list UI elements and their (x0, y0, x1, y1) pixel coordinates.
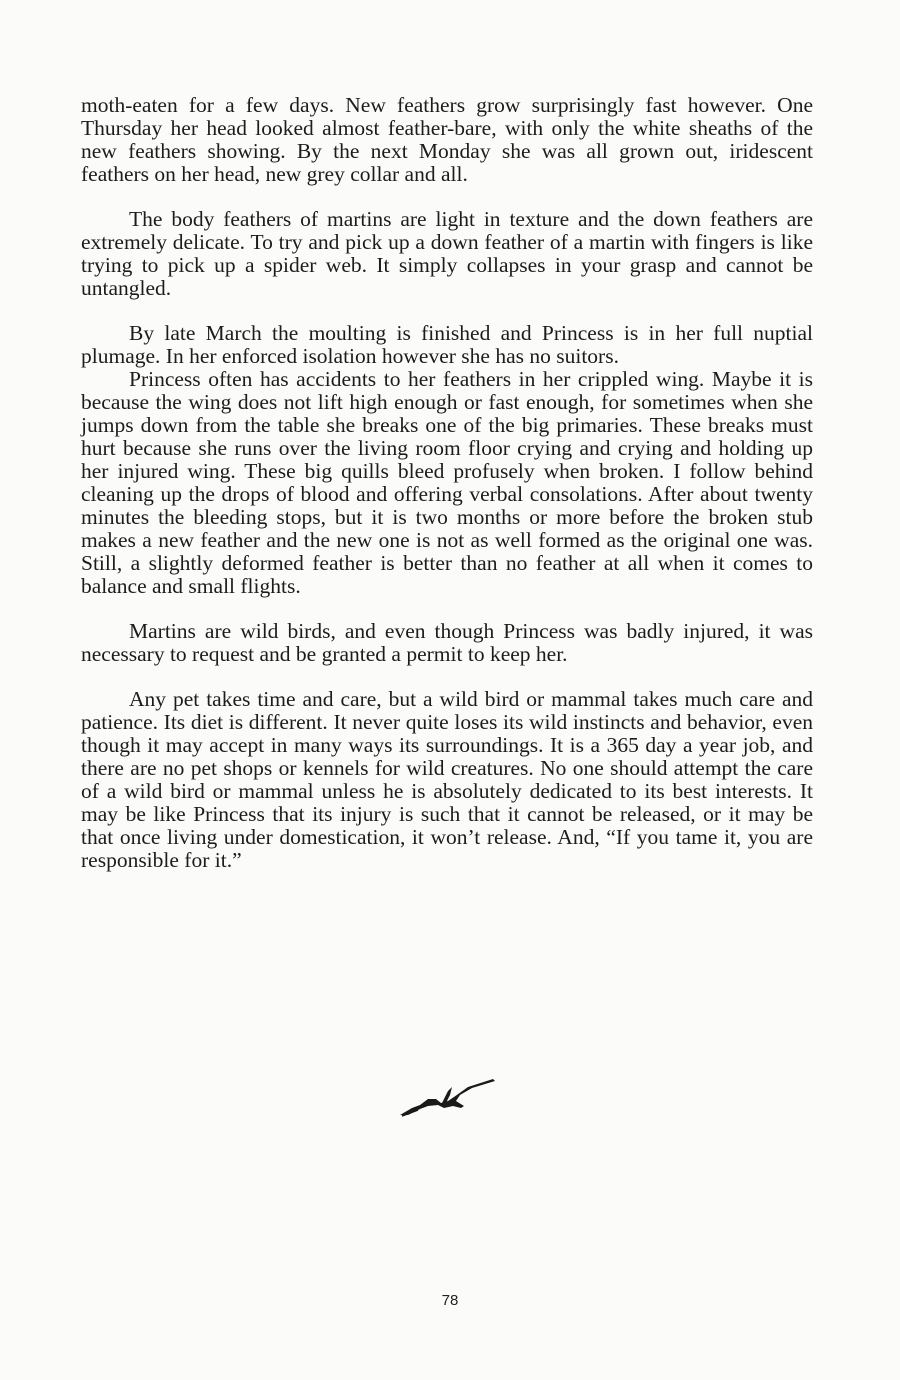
paragraph-4: Princess often has accidents to her feathers in her crippled wing. Maybe it is because the wing does not lift high enough or fast enough, for sometimes when she jumps down from the table she breaks one of the big primaries. These breaks must hurt because she runs over the living room floor crying and crying and holding up her injured wing. These big quills bleed profusely when broken. I follow behind cleaning up the drops of blood and offering verbal consolations. After about twenty minutes the bleeding stops, but it is two months or more before the broken stub makes a new feather and the new one is not as well formed as the original one was. Still, a slightly deformed feather is better than no feather at all when it comes to balance and small flights. (81, 367, 813, 598)
bird-in-flight-icon (398, 1075, 498, 1120)
paragraph-5: Martins are wild birds, and even though Princess was badly injured, it was necessary to request and be granted a permit to keep her. (81, 619, 813, 666)
paragraph-3: By late March the moulting is finished and Princess is in her full nuptial plumage. In her enforced isolation however she has no suitors. (81, 321, 813, 368)
paragraph-2: The body feathers of martins are light in texture and the down feathers are extremely delicate. To try and pick up a down feather of a martin with fingers is like trying to pick up a spider web. It simply collapses in your grasp and cannot be untangled. (81, 207, 813, 300)
page-number: 78 (441, 1292, 459, 1309)
paragraph-1: moth-eaten for a few days. New feathers grow surprisingly fast however. One Thursday her head looked almost feather-bare, with only the white sheaths of the new feathers showing. By the next Monday she was all grown out, iridescent feathers on her head, new grey collar and all. (81, 93, 813, 186)
body-text (81, 94, 813, 872)
paragraph-6: Any pet takes time and care, but a wild bird or mammal takes much care and patience. Its diet is different. It never quite loses its wild instincts and behavior, even though it may accept in many ways its surroundings. It is a 365 day a year job, and there are no pet shops or kennels for wild creatures. No one should attempt the care of a wild bird or mammal unless he is absolutely dedicated to its best interests. It may be like Princess that its injury is such that it cannot be released, or it may be that once living under domestication, it won’t release. And, “If you tame it, you are responsible for it.” (81, 687, 813, 872)
